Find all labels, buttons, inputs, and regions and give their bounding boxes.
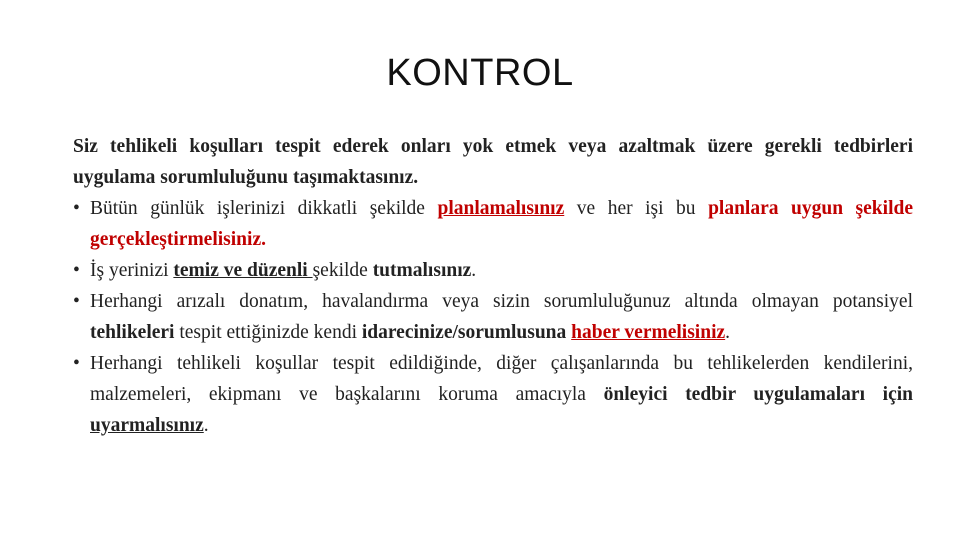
emphasis-text: haber vermelisiniz	[571, 322, 726, 343]
bullet-icon: •	[73, 353, 80, 374]
bullet-item-planning	[73, 193, 913, 255]
emphasis-text: planlamalısınız	[437, 198, 565, 219]
bullet-list	[73, 193, 913, 441]
emphasis-text: planlara uygun şekilde gerçekleştirmelisiniz.	[90, 198, 913, 250]
emphasis-text: tehlikeleri	[90, 322, 175, 343]
bullet-text: Bütün günlük işlerinizi dikkatli şekilde	[90, 198, 438, 219]
bullet-item-cleanliness	[73, 255, 913, 286]
slide-body	[73, 131, 913, 441]
bullet-text: İş yerinizi	[90, 260, 174, 281]
emphasis-text: temiz ve düzenli	[173, 260, 313, 281]
intro-paragraph: Siz tehlikeli koşulları tespit ederek onları yok etmek veya azaltmak üzere gerekli tedbirleri uygulama sorumluluğunu taşımaktasınız.	[73, 136, 913, 188]
bullet-text: Herhangi arızalı donatım, havalandırma veya sizin sorumluluğunuz altında olmayan potansiyel	[90, 291, 913, 312]
slide-title: KONTROL	[386, 52, 574, 94]
bullet-text: şekilde	[312, 260, 373, 281]
bullet-text: .	[203, 415, 209, 436]
bullet-text: tespit ettiğinizde kendi	[174, 322, 362, 343]
emphasis-text: önleyici tedbir uygulamaları için	[603, 384, 913, 405]
bullet-text: .	[471, 260, 477, 281]
bullet-text: .	[725, 322, 731, 343]
bullet-icon: •	[73, 291, 80, 312]
bullet-icon: •	[73, 260, 80, 281]
bullet-item-reporting	[73, 286, 913, 348]
emphasis-text: uyarmalısınız	[90, 415, 204, 436]
bullet-item-warning	[73, 348, 913, 441]
bullet-text: Herhangi tehlikeli koşullar tespit edildiğinde, diğer çalışanlarında bu tehlikelerden kendilerini, malzemeleri, ekipmanı ve başkalarını koruma amacıyla	[90, 353, 913, 405]
bullet-text: ve her işi bu	[564, 198, 709, 219]
emphasis-text: idarecinize/sorumlusuna	[361, 322, 567, 343]
bullet-icon: •	[73, 198, 80, 219]
emphasis-text: tutmalısınız	[372, 260, 472, 281]
